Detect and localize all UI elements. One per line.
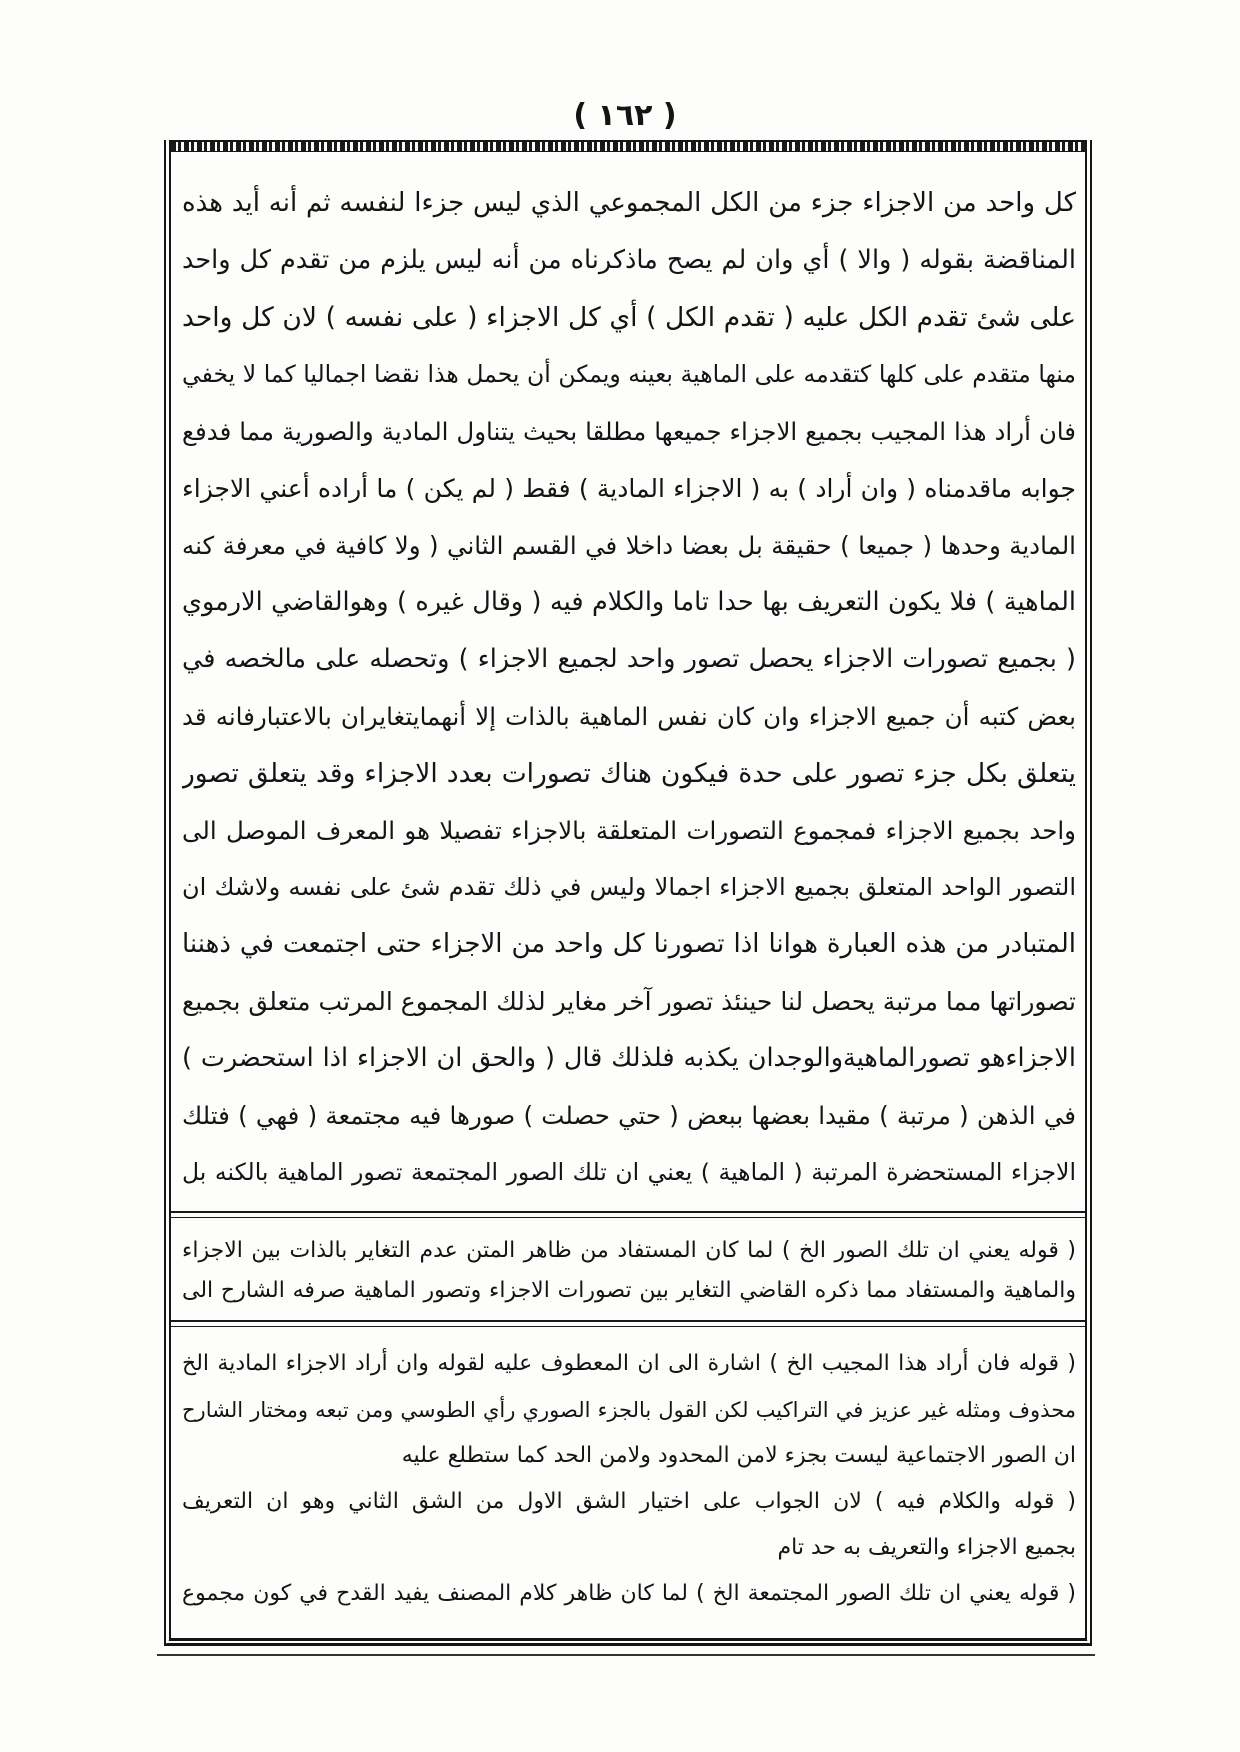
main-text-line: ( بجميع تصورات الاجزاء يحصل تصور واحد لجميع الاجزاء ) وتحصله على مالخصه في xyxy=(182,644,1076,674)
footnotes-group-2 xyxy=(182,1341,1076,1617)
footnotes-group-1 xyxy=(182,1231,1076,1311)
main-text-line: المناقضة بقوله ( والا ) أي وان لم يصح ماذكرناه من أنه ليس يلزم من تقدم كل واحد xyxy=(182,245,1076,275)
main-text-line: تصوراتها مما مرتبة يحصل لنا حينئذ تصور آخر مغاير لذلك المجموع المرتب متعلق بجميع xyxy=(182,987,1076,1016)
main-text-line: الاجزاء المستحضرة المرتبة ( الماهية ) يعني ان تلك الصور المجتمعة تصور الماهية بالكنه بل xyxy=(182,1158,1076,1186)
footnote-line: ( قوله يعني ان تلك الصور المجتمعة الخ ) لما كان ظاهر كلام المصنف يفيد القدح في كون مجموع xyxy=(182,1581,1076,1606)
main-text-line: يتعلق بكل جزء تصور على حدة فيكون هناك تصورات بعدد الاجزاء وقد يتعلق تصور xyxy=(182,758,1076,789)
main-text xyxy=(182,175,1076,1201)
main-text-line: الاجزاءهو تصورالماهيةوالوجدان يكذبه فلذلك قال ( والحق ان الاجزاء اذا استحضرت ) xyxy=(182,1043,1076,1073)
main-text-line: في الذهن ( مرتبة ) مقيدا بعضها ببعض ( حتي حصلت ) صورها فيه مجتمعة ( فهي ) فتلك xyxy=(182,1101,1076,1130)
main-text-line: واحد بجميع الاجزاء فمجموع التصورات المتعلقة بالاجزاء تفصيلا هو المعرف الموصل الى xyxy=(182,816,1076,845)
footnote-line: بجميع الاجزاء والتعريف به حد تام xyxy=(777,1535,1076,1560)
frame-bottom-rule xyxy=(157,1654,1095,1656)
main-text-line: المادية وحدها ( جميعا ) حقيقة بل بعضا داخلا في القسم الثاني ( ولا كافية في معرفة كنه xyxy=(182,531,1076,560)
footnote-line: ( قوله يعني ان تلك الصور الخ ) لما كان المستفاد من ظاهر المتن عدم التغاير بالذات بين الاجزاء xyxy=(182,1238,1076,1263)
frame-top-ornament xyxy=(171,140,1085,152)
main-text-line: منها متقدم على كلها كتقدمه على الماهية بعينه ويمكن أن يحمل هذا نقضا اجماليا كما لا يخفي xyxy=(182,360,1076,388)
page-number: ( ١٦٢ ) xyxy=(573,98,677,133)
footnote-line: والماهية والمستفاد مما ذكره القاضي التغاير بين تصورات الاجزاء وتصور الماهية صرفه الشارح الى xyxy=(182,1278,1076,1303)
main-text-line: على شئ تقدم الكل عليه ( تقدم الكل ) أي كل الاجزاء ( على نفسه ) لان كل واحد xyxy=(182,302,1076,333)
main-text-line: فان أراد هذا المجيب بجميع الاجزاء جميعها مطلقا بحيث يتناول المادية والصورية مما فدفع xyxy=(182,417,1076,446)
main-text-line: التصور الواحد المتعلق بجميع الاجزاء اجمالا وليس في ذلك تقدم شئ على نفسه ولاشك ان xyxy=(182,873,1076,901)
main-text-line: المتبادر من هذه العبارة هوانا اذا تصورنا كل واحد من الاجزاء حتى اجتمعت في ذهننا xyxy=(182,929,1076,959)
main-text-line: الماهية ) فلا يكون التعريف بها حدا تاما والكلام فيه ( وقال غيره ) وهوالقاضي الارموي xyxy=(182,587,1076,617)
footnote-line: ان الصور الاجتماعية ليست بجزء لامن المحدود ولامن الحد كما ستطلع عليه xyxy=(401,1443,1076,1468)
footnote-line: ( قوله فان أراد هذا المجيب الخ ) اشارة الى ان المعطوف عليه لقوله وان أراد الاجزاء المادية الخ xyxy=(182,1351,1076,1376)
footnote-separator xyxy=(171,1211,1085,1218)
main-text-line: جوابه ماقدمناه ( وان أراد ) به ( الاجزاء المادية ) فقط ( لم يكن ) ما أراده أعني الاجزاء xyxy=(182,474,1076,503)
footnote-separator xyxy=(171,1320,1085,1327)
footnote-line: ( قوله والكلام فيه ) لان الجواب على اختيار الشق الاول من الشق الثاني وهو ان التعريف xyxy=(182,1489,1076,1514)
main-text-line: كل واحد من الاجزاء جزء من الكل المجموعي الذي ليس جزءا لنفسه ثم أنه أيد هذه xyxy=(182,188,1076,218)
main-text-line: بعض كتبه أن جميع الاجزاء وان كان نفس الماهية بالذات إلا أنهمايتغايران بالاعتبارفانه قد xyxy=(182,702,1076,731)
footnote-line: محذوف ومثله غير عزيز في التراكيب لكن القول بالجزء الصوري رأي الطوسي ومن تبعه ومختار الشارح xyxy=(182,1398,1076,1422)
